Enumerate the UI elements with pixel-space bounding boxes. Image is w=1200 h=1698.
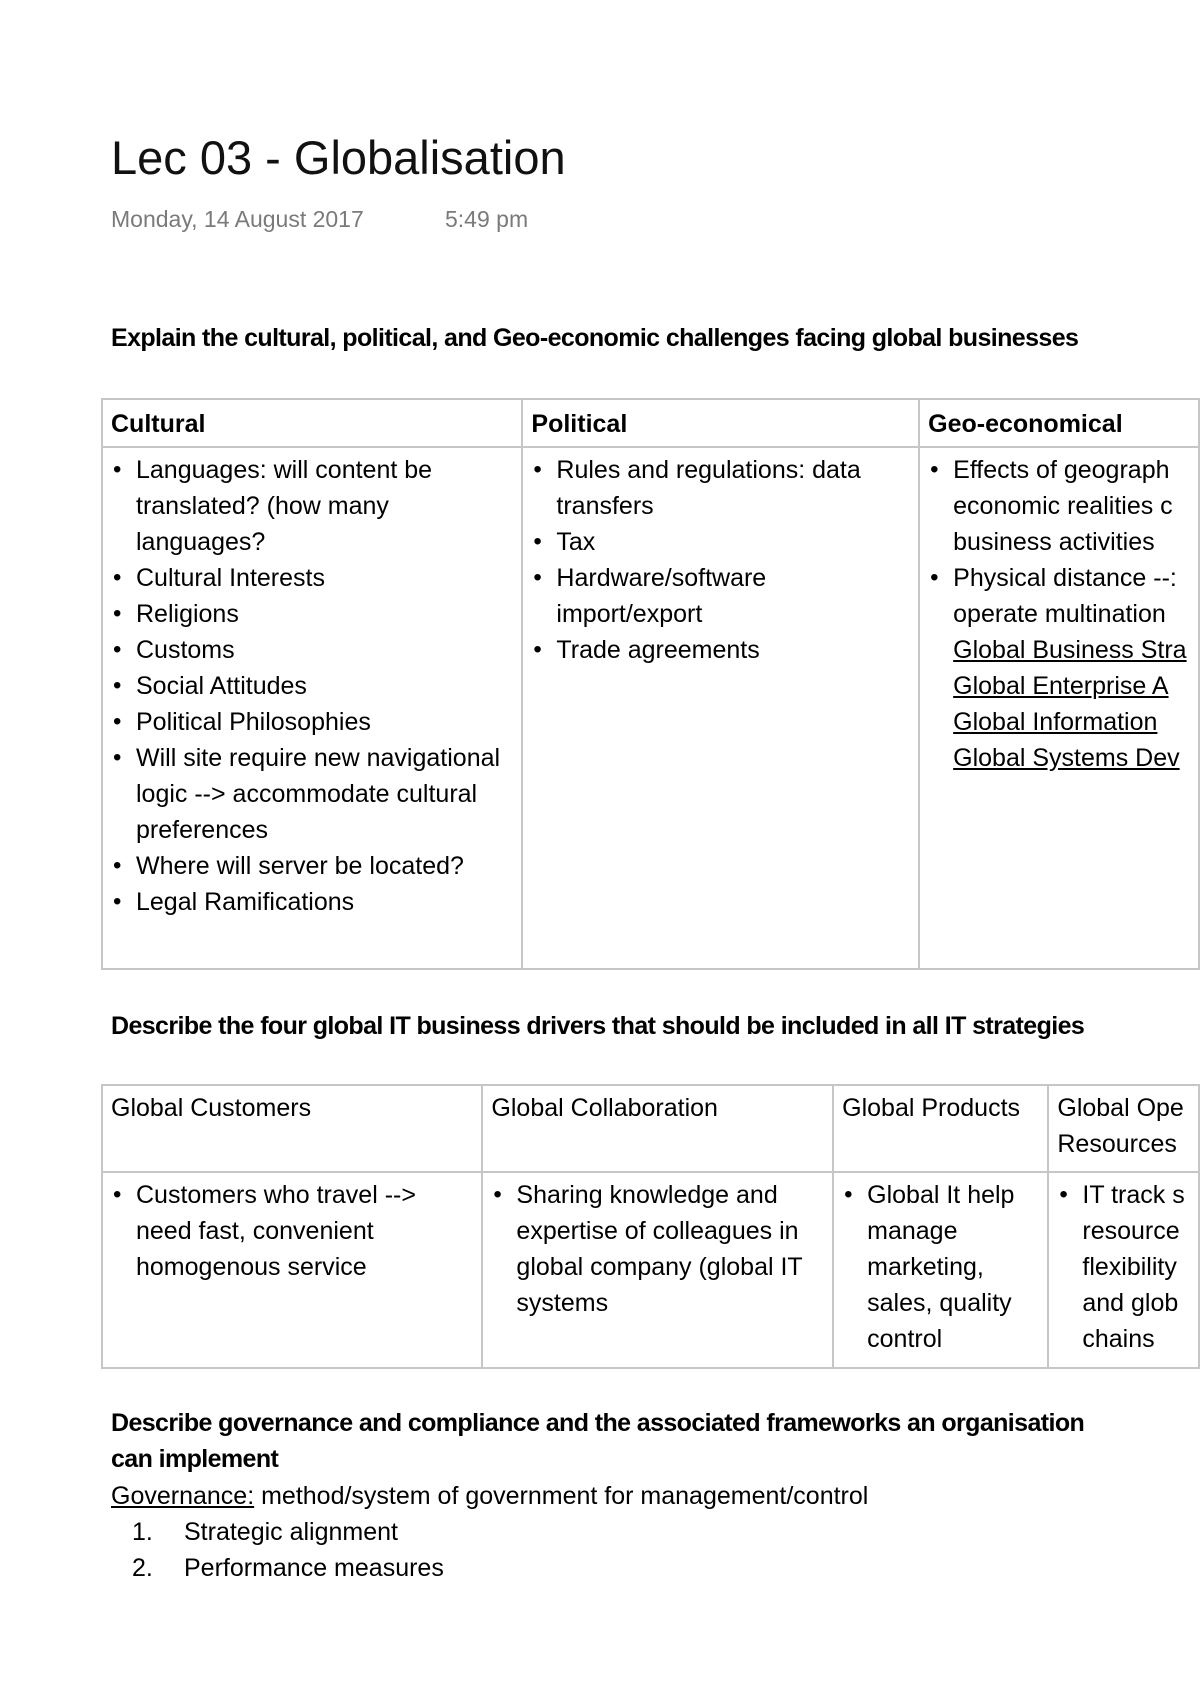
note-time: 5:49 pm xyxy=(445,206,529,232)
governance-text: method/system of government for management/control xyxy=(254,1482,869,1510)
list-item: • Customs xyxy=(111,632,513,668)
list-item: • Will site require new navigational logic --> accommodate cultural preferences xyxy=(111,740,513,848)
table-row xyxy=(102,447,1199,969)
list-number: 1. xyxy=(132,1518,153,1546)
list-item: • Effects of geograph economic realities c business activities xyxy=(928,452,1190,560)
political-list xyxy=(531,452,910,668)
list-item: • Cultural Interests xyxy=(111,560,513,596)
customers-list xyxy=(111,1177,473,1285)
link-global-enterprise[interactable]: Global Enterprise A xyxy=(953,672,1169,700)
table-header-row xyxy=(102,1085,1199,1172)
operations-list xyxy=(1057,1177,1190,1357)
column-header-geo-economical: Geo-economical xyxy=(919,399,1199,447)
link-global-systems-dev[interactable]: Global Systems Dev xyxy=(953,744,1180,772)
column-header-global-products: Global Products xyxy=(833,1085,1048,1172)
list-item: • IT track s resource flexibility and glob chains xyxy=(1057,1177,1190,1357)
geo-links xyxy=(928,632,1190,776)
link-global-business-strategy[interactable]: Global Business Stra xyxy=(953,636,1187,664)
column-header-global-customers: Global Customers xyxy=(102,1085,482,1172)
governance-definition xyxy=(111,1478,868,1514)
list-text: Performance measures xyxy=(184,1554,444,1582)
list-item: • Hardware/software import/export xyxy=(531,560,910,632)
list-text: Strategic alignment xyxy=(184,1518,399,1546)
list-number: 2. xyxy=(132,1554,153,1582)
list-item: • Religions xyxy=(111,596,513,632)
list-item: • Legal Ramifications xyxy=(111,884,513,920)
list-item: • Where will server be located? xyxy=(111,848,513,884)
geo-economical-cell xyxy=(919,447,1199,969)
column-header-cultural: Cultural xyxy=(102,399,522,447)
drivers-table xyxy=(101,1084,1200,1369)
section-heading-challenges: Explain the cultural, political, and Geo-economic challenges facing global businesses xyxy=(111,324,1079,352)
products-list xyxy=(842,1177,1039,1357)
column-header-political: Political xyxy=(522,399,919,447)
list-item: • Sharing knowledge and expertise of colleagues in global company (global IT systems xyxy=(491,1177,824,1321)
list-item: • Trade agreements xyxy=(531,632,910,668)
page-title: Lec 03 - Globalisation xyxy=(111,131,566,184)
table-header-row xyxy=(102,399,1199,447)
global-customers-cell xyxy=(102,1172,482,1368)
governance-list xyxy=(111,1514,444,1586)
link-global-information[interactable]: Global Information xyxy=(953,708,1158,736)
cultural-list xyxy=(111,452,513,920)
list-item: • Physical distance --: operate multination xyxy=(928,560,1190,632)
political-cell xyxy=(522,447,919,969)
list-item: • Tax xyxy=(531,524,910,560)
list-item: • Social Attitudes xyxy=(111,668,513,704)
column-header-global-operations: Global Ope Resources xyxy=(1048,1085,1199,1172)
column-header-global-collaboration: Global Collaboration xyxy=(482,1085,833,1172)
table-row xyxy=(102,1172,1199,1368)
list-item: • Rules and regulations: data transfers xyxy=(531,452,910,524)
geo-economical-list xyxy=(928,452,1190,632)
list-item: • Languages: will content be translated? (how many languages? xyxy=(111,452,513,560)
global-collaboration-cell xyxy=(482,1172,833,1368)
list-item: • Political Philosophies xyxy=(111,704,513,740)
list-item: • Global It help manage marketing, sales, quality control xyxy=(842,1177,1039,1357)
global-operations-cell xyxy=(1048,1172,1199,1368)
list-item xyxy=(111,1514,444,1550)
note-date: Monday, 14 August 2017 xyxy=(111,206,364,232)
list-item: • Customers who travel --> need fast, convenient homogenous service xyxy=(111,1177,473,1285)
global-products-cell xyxy=(833,1172,1048,1368)
list-item xyxy=(111,1550,444,1586)
section-heading-governance: Describe governance and compliance and the associated frameworks an organisation can implement xyxy=(111,1409,1085,1473)
cultural-cell xyxy=(102,447,522,969)
collaboration-list xyxy=(491,1177,824,1321)
challenges-table xyxy=(101,398,1200,970)
section-heading-drivers: Describe the four global IT business drivers that should be included in all IT strategies xyxy=(111,1012,1085,1040)
governance-term: Governance: xyxy=(111,1482,255,1510)
